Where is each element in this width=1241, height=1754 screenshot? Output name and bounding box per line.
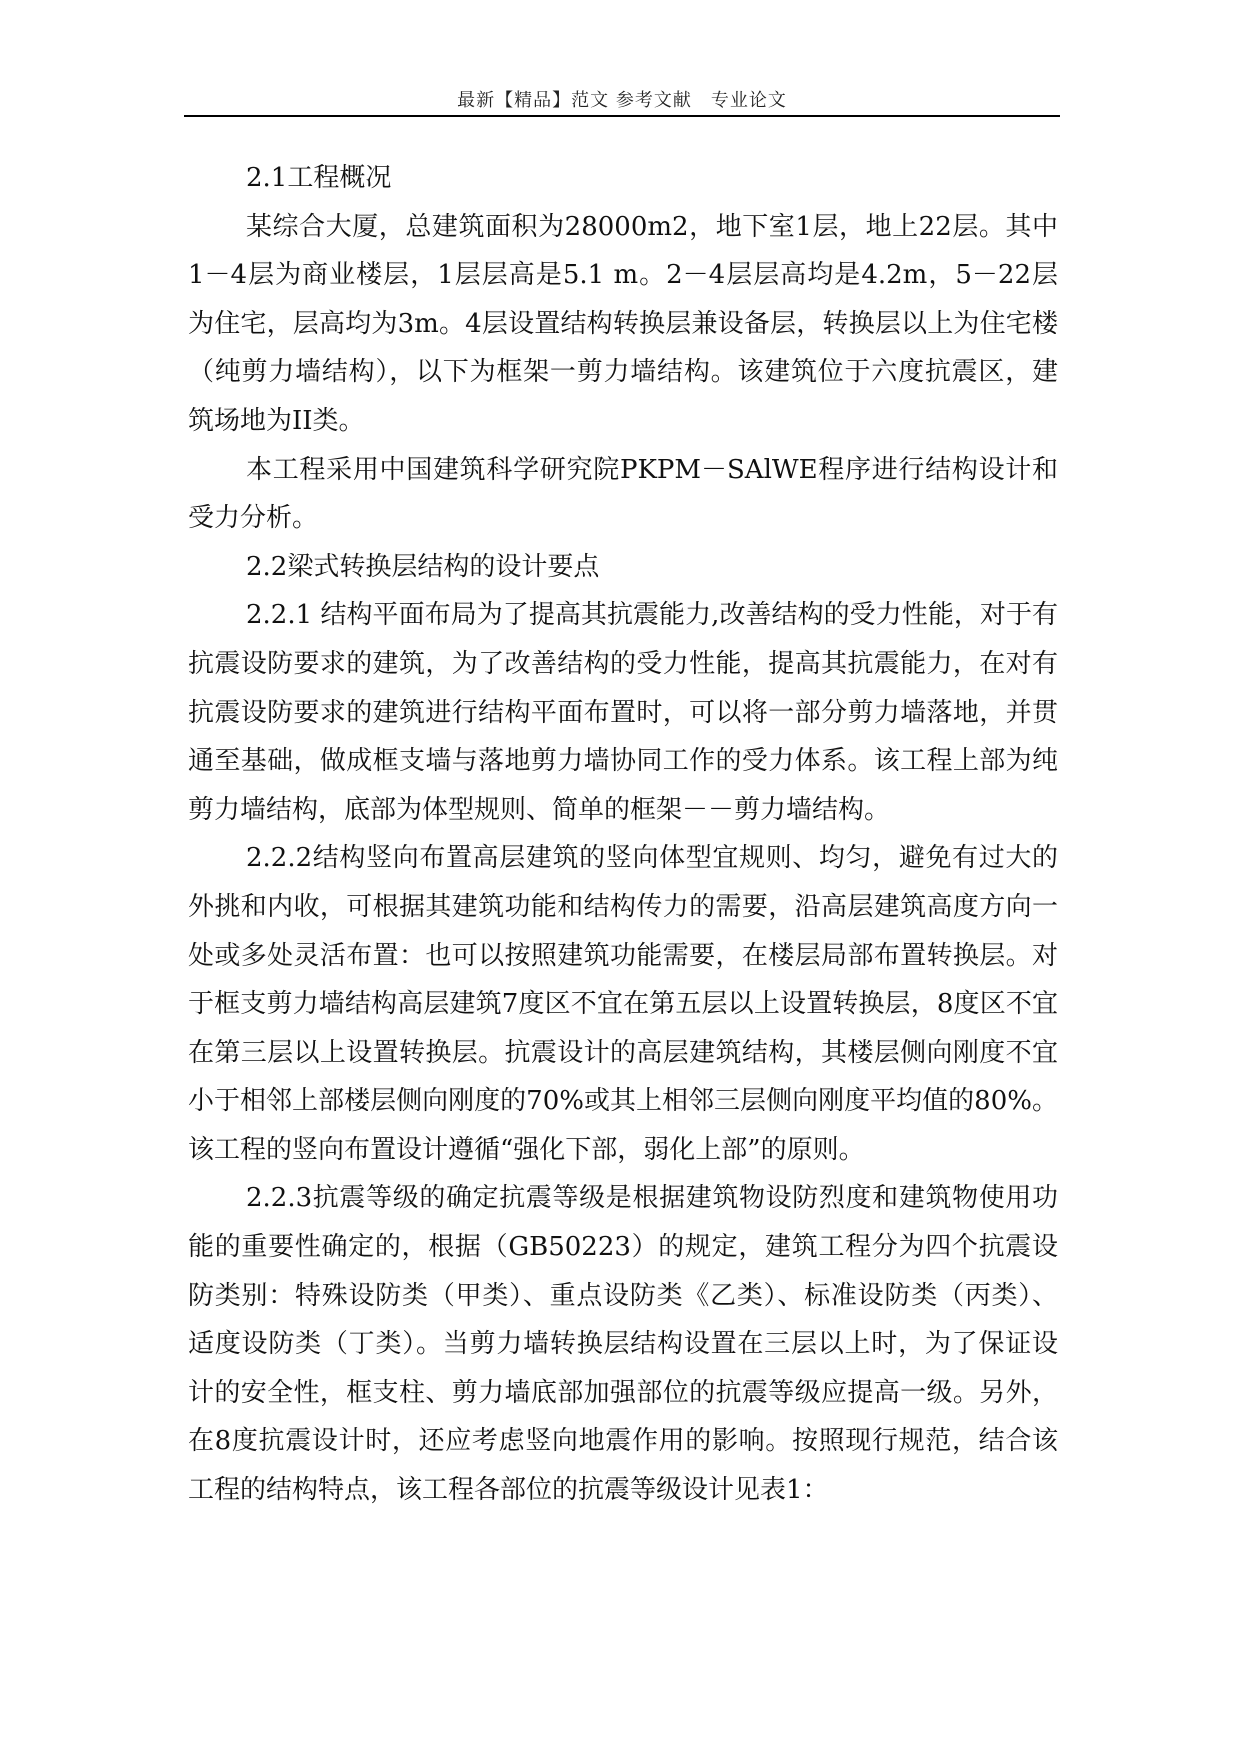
paragraph-2-2-1: 2.2.1 结构平面布局为了提高其抗震能力,改善结构的受力性能，对于有抗震设防要求的建筑，为了改善结构的受力性能，提高其抗震能力，在对有抗震设防要求的建筑进行结构平面布置时，可以将一部分剪力墙落地，并贯通至基础，做成框支墙与落地剪力墙协同工作的受力体系。该工程上部为纯剪力墙结构，底部为体型规则、简单的框架－－剪力墙结构。 [188, 600, 1058, 825]
paragraph-2-2-3: 2.2.3抗震等级的确定抗震等级是根据建筑物设防烈度和建筑物使用功能的重要性确定的，根据（GB50223）的规定，建筑工程分为四个抗震设防类别：特殊设防类（甲类）、重点设防类《乙类）、标准设防类（丙类）、适度设防类（丁类）。当剪力墙转换层结构设置在三层以上时，为了保证设计的安全性，框支柱、剪力墙底部加强部位的抗震等级应提高一级。另外，在8度抗震设计时，还应考虑竖向地震作用的影响。按照现行规范，结合该工程的结构特点，该工程各部位的抗震等级设计见表1： [188, 1183, 1058, 1506]
paragraph-project-overview: 某综合大厦，总建筑面积为28000m2，地下室1层，地上22层。其中1－4层为商业楼层，1层层高是5.1 m。2－4层层高均是4.2m，5－22层为住宅，层高均为3m。4层设置结构转换层兼设备层，转换层以上为住宅楼（纯剪力墙结构），以下为框架一剪力墙结构。该建筑位于六度抗震区，建筑场地为II类。 [188, 211, 1058, 436]
header-divider [184, 115, 1060, 117]
paragraph-2-2-2: 2.2.2结构竖向布置高层建筑的竖向体型宜规则、均匀，避免有过大的外挑和内收，可根据其建筑功能和结构传力的需要，沿高层建筑高度方向一处或多处灵活布置：也可以按照建筑功能需要，在楼层局部布置转换层。对于框支剪力墙结构高层建筑7度区不宜在第五层以上设置转换层，8度区不宜在第三层以上设置转换层。抗震设计的高层建筑结构，其楼层侧向刚度不宜小于相邻上部楼层侧向刚度的70%或其上相邻三层侧向刚度平均值的80%。该工程的竖向布置设计遵循“强化下部，弱化上部”的原则。 [188, 843, 1058, 1165]
section-heading-2-1: 2.1工程概况 [246, 163, 392, 193]
section-heading-2-2: 2.2梁式转换层结构的设计要点 [246, 551, 600, 582]
page-header: 最新【精品】范文 参考文献 专业论文 [457, 90, 787, 111]
paragraph-software: 本工程采用中国建筑科学研究院PKPM－SAlWE程序进行结构设计和受力分析。 [188, 454, 1058, 534]
document-body [188, 154, 1058, 1515]
